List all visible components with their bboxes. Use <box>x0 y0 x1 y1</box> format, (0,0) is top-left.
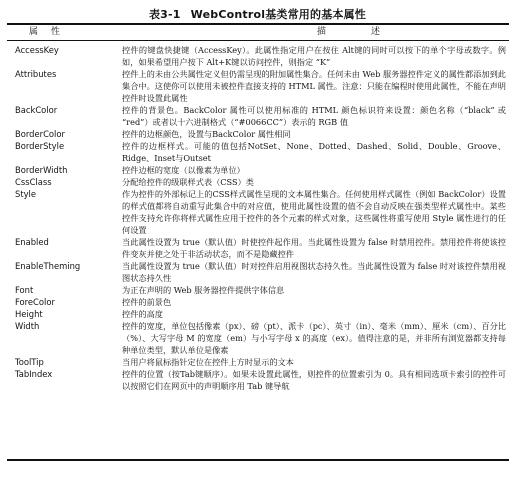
table-row <box>7 68 509 104</box>
table-row <box>7 368 509 392</box>
property-name: BorderColor <box>15 129 65 139</box>
table-row <box>7 104 509 128</box>
table-body <box>7 44 509 392</box>
table-row <box>7 164 509 176</box>
table-header-rule <box>7 40 509 41</box>
property-description: 控件的宽度，单位包括像素（px）、磅（pt）、派卡（pc）、英寸（in）、毫米（mm）、厘米（cm）、百分比（%）、大写字母 M 的宽度（em）与小写字母 x 的高度（ex）。值得注意的是，并非所有浏览器都支持每种单位类型，默认单位是像素 <box>122 321 506 355</box>
property-name: TabIndex <box>15 369 53 379</box>
table-caption <box>0 6 515 22</box>
property-description: 当用户将鼠标指针定位在控件上方时显示的文本 <box>122 357 294 367</box>
property-description: 控件的边框颜色，设置与BackColor 属性相同 <box>122 129 291 139</box>
property-description: 控件的前景色 <box>122 297 172 307</box>
property-name: Enabled <box>15 237 49 247</box>
table-row <box>7 140 509 164</box>
table-row <box>7 176 509 188</box>
table-title: WebControl基类常用的基本属性 <box>190 8 367 21</box>
table-row <box>7 260 509 284</box>
property-description: 控件的键盘快捷键（AccessKey）。此属性指定用户在按住 Alt键的同时可以按下的单个字母或数字。例如，如果希望用户按下 Alt+K键以访问控件，则指定 “K” <box>122 45 506 67</box>
property-name: AccessKey <box>15 45 59 55</box>
property-description: 控件上的未由公共属性定义但仍需呈现的附加属性集合。任何未由 Web 服务器控件定义的属性都添加到此集合中。这使你可以使用未被控件直接支持的 HTML 属性。注意：只能在编程时使用此属性，不能在声明控件时设置此属性 <box>122 69 506 103</box>
property-description: 为正在声明的 Web 服务器控件提供字体信息 <box>122 285 285 295</box>
table-row <box>7 296 509 308</box>
property-description: 控件的位置（按Tab键顺序）。如果未设置此属性，则控件的位置索引为 0。具有相同选项卡索引的控件可以按照它们在网页中的声明顺序用 Tab 键导航 <box>122 369 506 391</box>
header-description: 描 述 <box>317 27 399 37</box>
property-description: 分配给控件的级联样式表（CSS）类 <box>122 177 254 187</box>
table-row <box>7 320 509 356</box>
property-description: 当此属性设置为 true（默认值）时使控件起作用。当此属性设置为 false 时禁用控件。禁用控件将使该控件变灰并使之处于非活动状态，而不是隐藏控件 <box>122 237 506 259</box>
table-row <box>7 236 509 260</box>
table-row <box>7 188 509 236</box>
table-row <box>7 128 509 140</box>
property-name: Font <box>15 285 34 295</box>
property-description: 控件边框的宽度（以像素为单位） <box>122 165 245 175</box>
table-row <box>7 284 509 296</box>
table-number: 表3-1 <box>148 8 181 21</box>
table-row <box>7 356 509 368</box>
property-description: 控件的边框样式。可能的值包括NotSet、None、Dotted、Dashed、Solid、Double、Groove、Ridge、Inset与Outset <box>122 141 506 163</box>
property-name: CssClass <box>15 177 52 187</box>
property-description: 控件的高度 <box>122 309 163 319</box>
property-name: ToolTip <box>15 357 44 367</box>
property-name: EnableTheming <box>15 261 81 271</box>
table-row <box>7 44 509 68</box>
header-property: 属 性 <box>29 27 63 37</box>
property-description: 作为控件的外部标记上的CSS样式属性呈现的文本属性集合。任何使用样式属性（例如 BackColor）设置的样式值都将自动重写此集合中的对应值，使用此属性设置的值不会自动反映在强类型样式属性中。某些控件支持允许你将样式属性应用于控件的各个元素的样式对象，这些属性将重写使用 Style 属性进行的任何设置 <box>122 189 506 235</box>
table-header-row <box>7 24 509 40</box>
table-row <box>7 308 509 320</box>
property-description: 当此属性设置为 true（默认值）时对控件启用视图状态持久性。当此属性设置为 false 时对该控件禁用视图状态持久性 <box>122 261 506 283</box>
property-name: Attributes <box>15 69 57 79</box>
property-name: Style <box>15 189 37 199</box>
property-name: Height <box>15 309 43 319</box>
property-name: BackColor <box>15 105 58 115</box>
property-name: ForeColor <box>15 297 55 307</box>
property-description: 控件的背景色。BackColor 属性可以使用标准的 HTML 颜色标识符来设置：颜色名称（“black” 或 “red”）或者以十六进制格式（“#0066CC”）表示的 RGB 值 <box>122 105 506 127</box>
property-name: BorderStyle <box>15 141 65 151</box>
table-bottom-rule <box>7 459 509 461</box>
property-name: Width <box>15 321 40 331</box>
property-name: BorderWidth <box>15 165 68 175</box>
